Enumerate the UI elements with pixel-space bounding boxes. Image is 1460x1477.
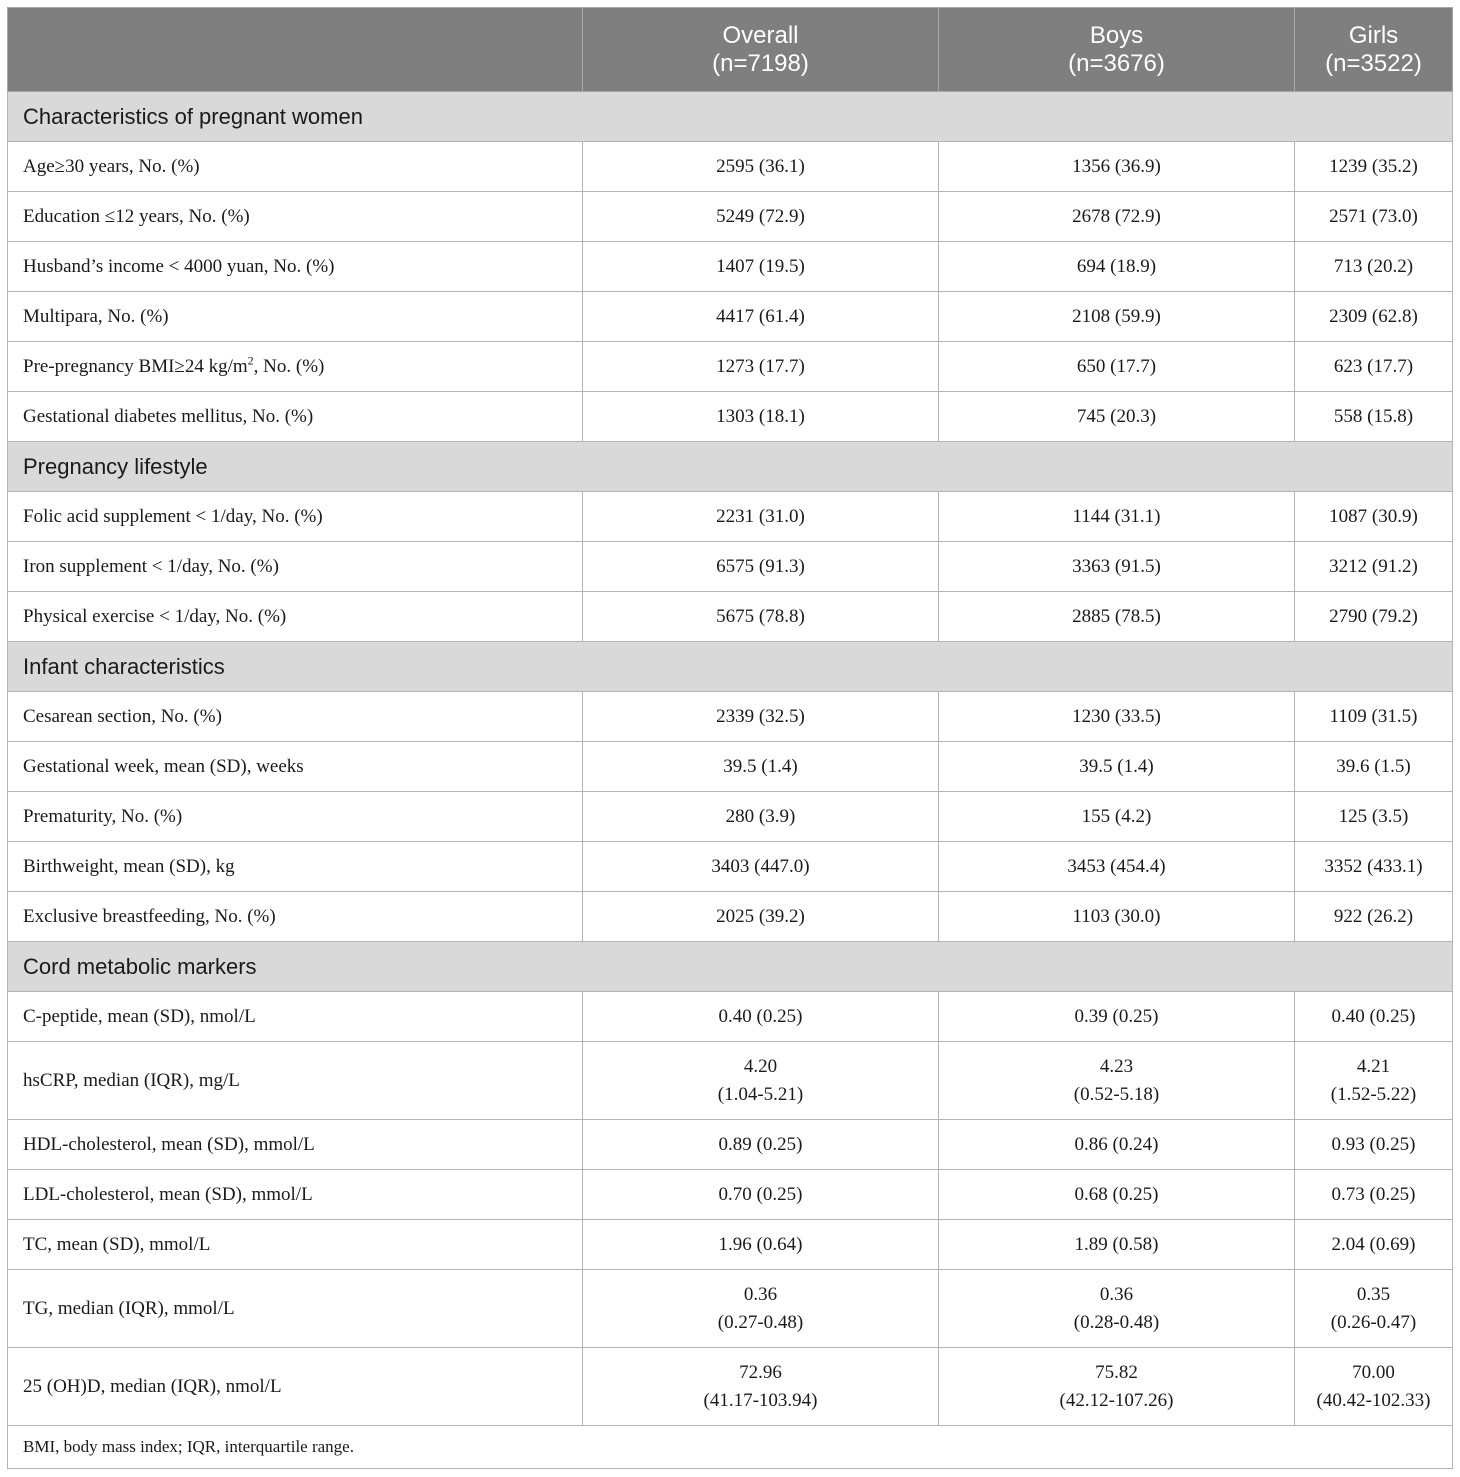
row-label-superscript: 2 bbox=[247, 353, 254, 368]
section-title: Characteristics of pregnant women bbox=[8, 92, 1453, 142]
row-label: HDL-cholesterol, mean (SD), mmol/L bbox=[8, 1120, 583, 1170]
cell-girls: 1087 (30.9) bbox=[1295, 492, 1453, 542]
cell-overall-line: (41.17-103.94) bbox=[703, 1389, 818, 1411]
table-row bbox=[8, 1120, 1453, 1170]
header-overall bbox=[583, 8, 939, 92]
cell-boys bbox=[939, 1348, 1295, 1426]
cell-overall-line: (0.27-0.48) bbox=[717, 1311, 804, 1333]
cell-overall bbox=[583, 1270, 939, 1348]
cell-overall: 2025 (39.2) bbox=[583, 892, 939, 942]
section-header-row bbox=[8, 92, 1453, 142]
cell-girls: 39.6 (1.5) bbox=[1295, 742, 1453, 792]
table-row bbox=[8, 692, 1453, 742]
cell-boys-line: 75.82 bbox=[1095, 1361, 1138, 1383]
cell-overall-line: (1.04-5.21) bbox=[717, 1083, 804, 1105]
cell-girls: 0.73 (0.25) bbox=[1295, 1170, 1453, 1220]
cell-boys: 0.68 (0.25) bbox=[939, 1170, 1295, 1220]
cell-girls: 2.04 (0.69) bbox=[1295, 1220, 1453, 1270]
cell-girls-line: (1.52-5.22) bbox=[1330, 1083, 1417, 1105]
header-girls bbox=[1295, 8, 1453, 92]
table-row bbox=[8, 992, 1453, 1042]
section-header-row bbox=[8, 942, 1453, 992]
row-label: Husband’s income < 4000 yuan, No. (%) bbox=[8, 242, 583, 292]
cell-girls: 0.40 (0.25) bbox=[1295, 992, 1453, 1042]
cell-girls: 558 (15.8) bbox=[1295, 392, 1453, 442]
cell-boys: 155 (4.2) bbox=[939, 792, 1295, 842]
cell-girls: 922 (26.2) bbox=[1295, 892, 1453, 942]
table-row bbox=[8, 242, 1453, 292]
cell-overall: 0.89 (0.25) bbox=[583, 1120, 939, 1170]
table-row bbox=[8, 1042, 1453, 1120]
cell-overall: 3403 (447.0) bbox=[583, 842, 939, 892]
cell-girls: 713 (20.2) bbox=[1295, 242, 1453, 292]
row-label-suffix: , No. (%) bbox=[253, 355, 325, 377]
cell-overall: 0.40 (0.25) bbox=[583, 992, 939, 1042]
cell-boys: 39.5 (1.4) bbox=[939, 742, 1295, 792]
cell-boys: 3453 (454.4) bbox=[939, 842, 1295, 892]
table-row bbox=[8, 542, 1453, 592]
row-label: TG, median (IQR), mmol/L bbox=[8, 1270, 583, 1348]
cell-girls bbox=[1295, 1042, 1453, 1120]
row-label: Education ≤12 years, No. (%) bbox=[8, 192, 583, 242]
row-label: hsCRP, median (IQR), mg/L bbox=[8, 1042, 583, 1120]
cell-boys: 1103 (30.0) bbox=[939, 892, 1295, 942]
cell-girls-line: 0.35 bbox=[1356, 1283, 1391, 1305]
header-blank-cell bbox=[8, 8, 583, 92]
cell-girls: 125 (3.5) bbox=[1295, 792, 1453, 842]
table-row bbox=[8, 1170, 1453, 1220]
cell-girls-line: (40.42-102.33) bbox=[1316, 1389, 1431, 1411]
cell-boys: 1356 (36.9) bbox=[939, 142, 1295, 192]
cell-overall: 280 (3.9) bbox=[583, 792, 939, 842]
cell-boys-line: (0.52-5.18) bbox=[1073, 1083, 1160, 1105]
cell-boys: 0.86 (0.24) bbox=[939, 1120, 1295, 1170]
table-footer bbox=[8, 1426, 1453, 1469]
table-row bbox=[8, 292, 1453, 342]
row-label: TC, mean (SD), mmol/L bbox=[8, 1220, 583, 1270]
section-header-row bbox=[8, 642, 1453, 692]
table-row bbox=[8, 842, 1453, 892]
cell-overall: 5675 (78.8) bbox=[583, 592, 939, 642]
table-row bbox=[8, 342, 1453, 392]
cell-boys bbox=[939, 1270, 1295, 1348]
cell-overall bbox=[583, 1042, 939, 1120]
row-label-text: Pre-pregnancy BMI≥24 kg/m bbox=[23, 355, 248, 377]
cell-girls: 623 (17.7) bbox=[1295, 342, 1453, 392]
cell-overall: 5249 (72.9) bbox=[583, 192, 939, 242]
cell-overall: 1.96 (0.64) bbox=[583, 1220, 939, 1270]
cell-girls: 3352 (433.1) bbox=[1295, 842, 1453, 892]
cell-girls: 1109 (31.5) bbox=[1295, 692, 1453, 742]
cell-boys: 0.39 (0.25) bbox=[939, 992, 1295, 1042]
row-label: Multipara, No. (%) bbox=[8, 292, 583, 342]
table-row bbox=[8, 1348, 1453, 1426]
cell-girls-line: 4.21 bbox=[1356, 1055, 1391, 1077]
table-container bbox=[7, 7, 1452, 1469]
cell-boys: 3363 (91.5) bbox=[939, 542, 1295, 592]
table-row bbox=[8, 142, 1453, 192]
row-label: Age≥30 years, No. (%) bbox=[8, 142, 583, 192]
footnote-row bbox=[8, 1426, 1453, 1469]
header-girls-title: Girls bbox=[1348, 21, 1399, 49]
cell-girls bbox=[1295, 1270, 1453, 1348]
cell-overall-line: 4.20 bbox=[743, 1055, 778, 1077]
section-title: Cord metabolic markers bbox=[8, 942, 1453, 992]
row-label bbox=[8, 342, 583, 392]
cell-boys: 1144 (31.1) bbox=[939, 492, 1295, 542]
cell-girls: 2309 (62.8) bbox=[1295, 292, 1453, 342]
cell-boys: 2108 (59.9) bbox=[939, 292, 1295, 342]
cell-overall: 0.70 (0.25) bbox=[583, 1170, 939, 1220]
cell-boys: 2885 (78.5) bbox=[939, 592, 1295, 642]
cell-boys: 1.89 (0.58) bbox=[939, 1220, 1295, 1270]
table-header bbox=[8, 8, 1453, 92]
cell-girls-line: (0.26-0.47) bbox=[1330, 1311, 1417, 1333]
header-boys-n: (n=3676) bbox=[1068, 49, 1165, 77]
table-row bbox=[8, 892, 1453, 942]
row-label: C-peptide, mean (SD), nmol/L bbox=[8, 992, 583, 1042]
row-label: Gestational diabetes mellitus, No. (%) bbox=[8, 392, 583, 442]
cell-boys: 745 (20.3) bbox=[939, 392, 1295, 442]
row-label: Iron supplement < 1/day, No. (%) bbox=[8, 542, 583, 592]
cell-girls: 0.93 (0.25) bbox=[1295, 1120, 1453, 1170]
table-row bbox=[8, 1220, 1453, 1270]
row-label: Gestational week, mean (SD), weeks bbox=[8, 742, 583, 792]
characteristics-table bbox=[7, 7, 1453, 1469]
cell-overall-line: 72.96 bbox=[739, 1361, 782, 1383]
header-boys bbox=[939, 8, 1295, 92]
table-row bbox=[8, 192, 1453, 242]
table-row bbox=[8, 592, 1453, 642]
cell-overall: 4417 (61.4) bbox=[583, 292, 939, 342]
header-row bbox=[8, 8, 1453, 92]
cell-girls: 1239 (35.2) bbox=[1295, 142, 1453, 192]
cell-boys: 2678 (72.9) bbox=[939, 192, 1295, 242]
header-boys-title: Boys bbox=[1089, 21, 1144, 49]
cell-boys-line: 0.36 bbox=[1099, 1283, 1134, 1305]
header-overall-title: Overall bbox=[722, 21, 799, 49]
row-label: LDL-cholesterol, mean (SD), mmol/L bbox=[8, 1170, 583, 1220]
table-row bbox=[8, 742, 1453, 792]
table-row bbox=[8, 1270, 1453, 1348]
section-title: Infant characteristics bbox=[8, 642, 1453, 692]
table-row bbox=[8, 792, 1453, 842]
row-label: Folic acid supplement < 1/day, No. (%) bbox=[8, 492, 583, 542]
cell-boys-line: 4.23 bbox=[1099, 1055, 1134, 1077]
cell-boys: 1230 (33.5) bbox=[939, 692, 1295, 742]
cell-girls: 2790 (79.2) bbox=[1295, 592, 1453, 642]
cell-overall: 39.5 (1.4) bbox=[583, 742, 939, 792]
table-row bbox=[8, 392, 1453, 442]
section-title: Pregnancy lifestyle bbox=[8, 442, 1453, 492]
row-label: Cesarean section, No. (%) bbox=[8, 692, 583, 742]
header-girls-n: (n=3522) bbox=[1325, 49, 1422, 77]
table-row bbox=[8, 492, 1453, 542]
cell-girls-line: 70.00 bbox=[1352, 1361, 1395, 1383]
cell-overall bbox=[583, 1348, 939, 1426]
footnote: BMI, body mass index; IQR, interquartile range. bbox=[8, 1426, 1453, 1469]
cell-boys bbox=[939, 1042, 1295, 1120]
cell-boys: 694 (18.9) bbox=[939, 242, 1295, 292]
table-body bbox=[8, 92, 1453, 1426]
cell-girls bbox=[1295, 1348, 1453, 1426]
cell-overall: 1273 (17.7) bbox=[583, 342, 939, 392]
header-overall-n: (n=7198) bbox=[712, 49, 809, 77]
section-header-row bbox=[8, 442, 1453, 492]
row-label: 25 (OH)D, median (IQR), nmol/L bbox=[8, 1348, 583, 1426]
cell-boys-line: (42.12-107.26) bbox=[1059, 1389, 1174, 1411]
cell-boys-line: (0.28-0.48) bbox=[1073, 1311, 1160, 1333]
cell-overall-line: 0.36 bbox=[743, 1283, 778, 1305]
cell-overall: 2231 (31.0) bbox=[583, 492, 939, 542]
cell-overall: 2339 (32.5) bbox=[583, 692, 939, 742]
row-label: Physical exercise < 1/day, No. (%) bbox=[8, 592, 583, 642]
cell-overall: 2595 (36.1) bbox=[583, 142, 939, 192]
cell-boys: 650 (17.7) bbox=[939, 342, 1295, 392]
cell-girls: 2571 (73.0) bbox=[1295, 192, 1453, 242]
cell-overall: 6575 (91.3) bbox=[583, 542, 939, 592]
row-label: Birthweight, mean (SD), kg bbox=[8, 842, 583, 892]
cell-overall: 1407 (19.5) bbox=[583, 242, 939, 292]
cell-girls: 3212 (91.2) bbox=[1295, 542, 1453, 592]
row-label: Prematurity, No. (%) bbox=[8, 792, 583, 842]
cell-overall: 1303 (18.1) bbox=[583, 392, 939, 442]
row-label: Exclusive breastfeeding, No. (%) bbox=[8, 892, 583, 942]
